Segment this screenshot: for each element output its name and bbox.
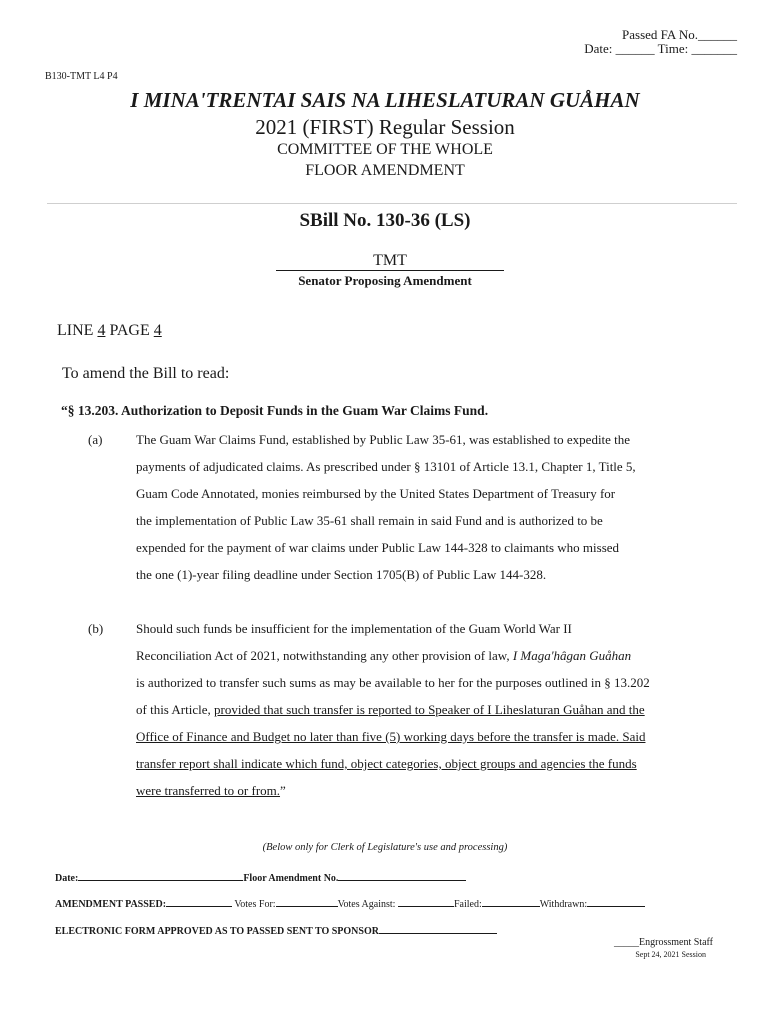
line-prefix: LINE — [57, 322, 98, 339]
paragraph-a-line: the one (1)-year filing deadline under Section 1705(B) of Public Law 144-328. — [136, 567, 547, 582]
amendment-passed-field[interactable] — [166, 896, 232, 907]
amendment-result-row — [55, 896, 645, 910]
paragraph-b-text: of this Article, — [136, 702, 214, 717]
date-field[interactable] — [78, 870, 243, 881]
paragraph-a-line: The Guam War Claims Fund, established by Public Law 35-61, was established to expedite the — [136, 432, 631, 447]
paragraph-a-line: Guam Code Annotated, monies reimbursed by the United States Department of Treasury for — [136, 486, 616, 501]
date-label: Date: — [55, 873, 79, 884]
engrossment-staff: _____Engrossment Staff — [614, 937, 713, 948]
withdrawn-field[interactable] — [587, 896, 645, 907]
paragraph-b-line — [136, 642, 731, 669]
votes-against-field[interactable] — [398, 896, 454, 907]
inserted-text: were transferred to or from. — [136, 783, 281, 798]
paragraph-b-line — [136, 777, 731, 804]
paragraph-a-label: (a) — [88, 432, 103, 447]
floor-amendment-field[interactable] — [338, 870, 466, 881]
paragraph-a-line: expended for the payment of war claims under Public Law 144-328 to claimants who missed — [136, 540, 620, 555]
clerk-note: (Below only for Clerk of Legislature's use and processing) — [262, 842, 508, 853]
paragraph-a-line: payments of adjudicated claims. As prescribed under § 13101 of Article 13.1, Chapter 1, Title 5, — [136, 459, 636, 474]
committee-title: COMMITTEE OF THE WHOLE — [277, 141, 493, 158]
inserted-text: Office of Finance and Budget no later than five (5) working days before the transfer is made. Said — [136, 729, 646, 744]
withdrawn-label: Withdrawn: — [539, 899, 588, 910]
divider — [47, 203, 737, 204]
line-page-reference — [57, 322, 162, 340]
paragraph-a — [136, 426, 731, 588]
inserted-text: transfer report shall indicate which fund, object categories, object groups and agencies the funds — [136, 756, 637, 771]
line-number: 4 — [97, 322, 106, 339]
electronic-form-field[interactable] — [379, 923, 497, 934]
paragraph-b-line: Should such funds be insufficient for the implementation of the Guam World War II — [136, 621, 572, 636]
paragraph-a-line: the implementation of Public Law 35-61 shall remain in said Fund and is authorized to be — [136, 513, 603, 528]
electronic-form-row — [55, 923, 497, 937]
passed-fa-line: Passed FA No.______ — [622, 27, 737, 42]
votes-for-label: Votes For: — [232, 899, 276, 910]
inserted-text: provided that such transfer is reported to Speaker of I Liheslaturan Guåhan and the — [214, 702, 645, 717]
amend-instruction: To amend the Bill to read: — [62, 365, 230, 382]
page-label: PAGE — [105, 322, 154, 339]
senator-caption: Senator Proposing Amendment — [298, 273, 472, 288]
session-title: 2021 (FIRST) Regular Session — [255, 115, 515, 139]
bill-number: SBill No. 130-36 (LS) — [299, 210, 471, 231]
amendment-passed-label: AMENDMENT PASSED: — [55, 899, 167, 910]
failed-field[interactable] — [482, 896, 540, 907]
paragraph-b-text: Reconciliation Act of 2021, notwithstanding any other provision of law, — [136, 648, 513, 663]
floor-amendment-label: Floor Amendment No. — [243, 873, 339, 884]
amendment-type: FLOOR AMENDMENT — [305, 162, 465, 179]
paragraph-b — [136, 615, 731, 804]
legislature-title: I MINA'TRENTAI SAIS NA LIHESLATURAN GUÅHAN — [130, 88, 640, 112]
paragraph-b-line — [136, 696, 731, 723]
date-row — [55, 870, 466, 884]
paragraph-b-line: is authorized to transfer such sums as may be available to her for the purposes outlined in § 13.202 — [136, 675, 650, 690]
paragraph-b-label: (b) — [88, 621, 104, 636]
senator-initials: TMT — [276, 252, 504, 271]
votes-against-label: Votes Against: — [337, 899, 398, 910]
failed-label: Failed: — [453, 899, 482, 910]
closing-quote: ” — [280, 783, 286, 798]
page-number: 4 — [153, 322, 162, 339]
electronic-form-label: ELECTRONIC FORM APPROVED AS TO PASSED SENT TO SPONSOR — [55, 926, 379, 937]
section-heading: “§ 13.203. Authorization to Deposit Funds in the Guam War Claims Fund. — [61, 403, 489, 418]
document-code: B130-TMT L4 P4 — [45, 71, 118, 82]
date-time-line: Date: ______ Time: _______ — [584, 41, 737, 56]
session-date: Sept 24, 2021 Session — [635, 950, 706, 959]
votes-for-field[interactable] — [276, 896, 338, 907]
governor-title: I Maga'hâgan Guåhan — [512, 648, 632, 663]
